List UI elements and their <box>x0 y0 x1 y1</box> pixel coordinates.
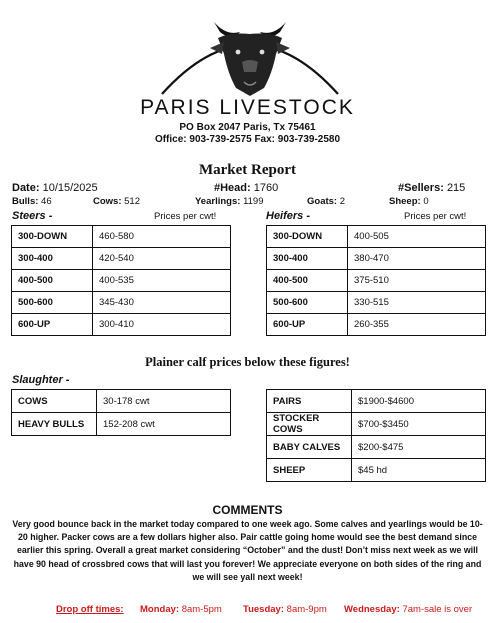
table-row: 500-600 345-430 <box>12 292 231 314</box>
table-row: 400-500 400-535 <box>12 270 231 292</box>
report-title: Market Report <box>198 162 297 178</box>
monday-hours: Monday: 8am-5pm <box>140 604 222 615</box>
slaughter-table <box>11 389 231 436</box>
table-row: STOCKER COWS $700-$3450 <box>267 413 486 436</box>
table-row: 300-400 380-470 <box>267 248 486 270</box>
brand-name: PARIS LIVESTOCK <box>140 96 355 119</box>
table-row: HEAVY BULLS 152-208 cwt <box>12 413 231 436</box>
heifers-price-note: Prices per cwt! <box>404 211 467 222</box>
table-row: BABY CALVES $200-$475 <box>267 436 486 459</box>
bulls-count: Bulls: 46 <box>12 196 52 207</box>
slaughter-title: Slaughter - <box>12 374 70 386</box>
table-row: 500-600 330-515 <box>267 292 486 314</box>
table-row: SHEEP $45 hd <box>267 459 486 482</box>
steers-table <box>11 225 231 336</box>
steers-price-note: Prices per cwt! <box>154 211 217 222</box>
goats-count: Goats: 2 <box>307 196 346 207</box>
cows-count: Cows: 512 <box>93 196 140 207</box>
table-row: 600-UP 260-355 <box>267 314 486 336</box>
heifers-title: Heifers - <box>266 210 311 222</box>
mailing-address: PO Box 2047 Paris, Tx 75461 <box>179 122 316 133</box>
longhorn-bull-logo-icon <box>160 2 340 97</box>
steers-title: Steers - <box>12 210 53 222</box>
table-row: 300-DOWN 460-580 <box>12 226 231 248</box>
tuesday-hours: Tuesday: 8am-9pm <box>243 604 327 615</box>
heifers-table <box>266 225 486 336</box>
table-row: PAIRS $1900-$4600 <box>267 390 486 413</box>
date-field: Date: 10/15/2025 <box>12 182 98 194</box>
sellers-count-field: #Sellers: 215 <box>398 182 466 194</box>
table-row: 300-400 420-540 <box>12 248 231 270</box>
table-row: COWS 30-178 cwt <box>12 390 231 413</box>
plainer-calf-note: Plainer calf prices below these figures! <box>145 355 350 369</box>
table-row: 400-500 375-510 <box>267 270 486 292</box>
table-row: 600-UP 300-410 <box>12 314 231 336</box>
comments-title: COMMENTS <box>212 503 283 517</box>
wednesday-hours: Wednesday: 7am-sale is over <box>344 604 473 615</box>
head-count-field: #Head: 1760 <box>214 182 279 194</box>
table-row: 300-DOWN 400-505 <box>267 226 486 248</box>
comments-body: Very good bounce back in the market today compared to one week ago. Some calves and yearlings would be 10-20 higher. Packer cows are a few dollars higher also. Pair cattle going home would see the best demand since earlier this spring. Overall a great market considering “October” and the dust! Don’t miss next week as we will have 90 head of crossbred cows that will last you forever! We appreciate everyone on both sides of the ring and we will see yall next week! <box>12 519 483 582</box>
other-prices-table <box>266 389 486 482</box>
sheep-count: Sheep: 0 <box>389 196 429 207</box>
yearlings-count: Yearlings: 1199 <box>195 196 264 207</box>
phone-fax-line: Office: 903-739-2575 Fax: 903-739-2580 <box>154 134 341 145</box>
drop-off-label: Drop off times: <box>56 604 124 615</box>
